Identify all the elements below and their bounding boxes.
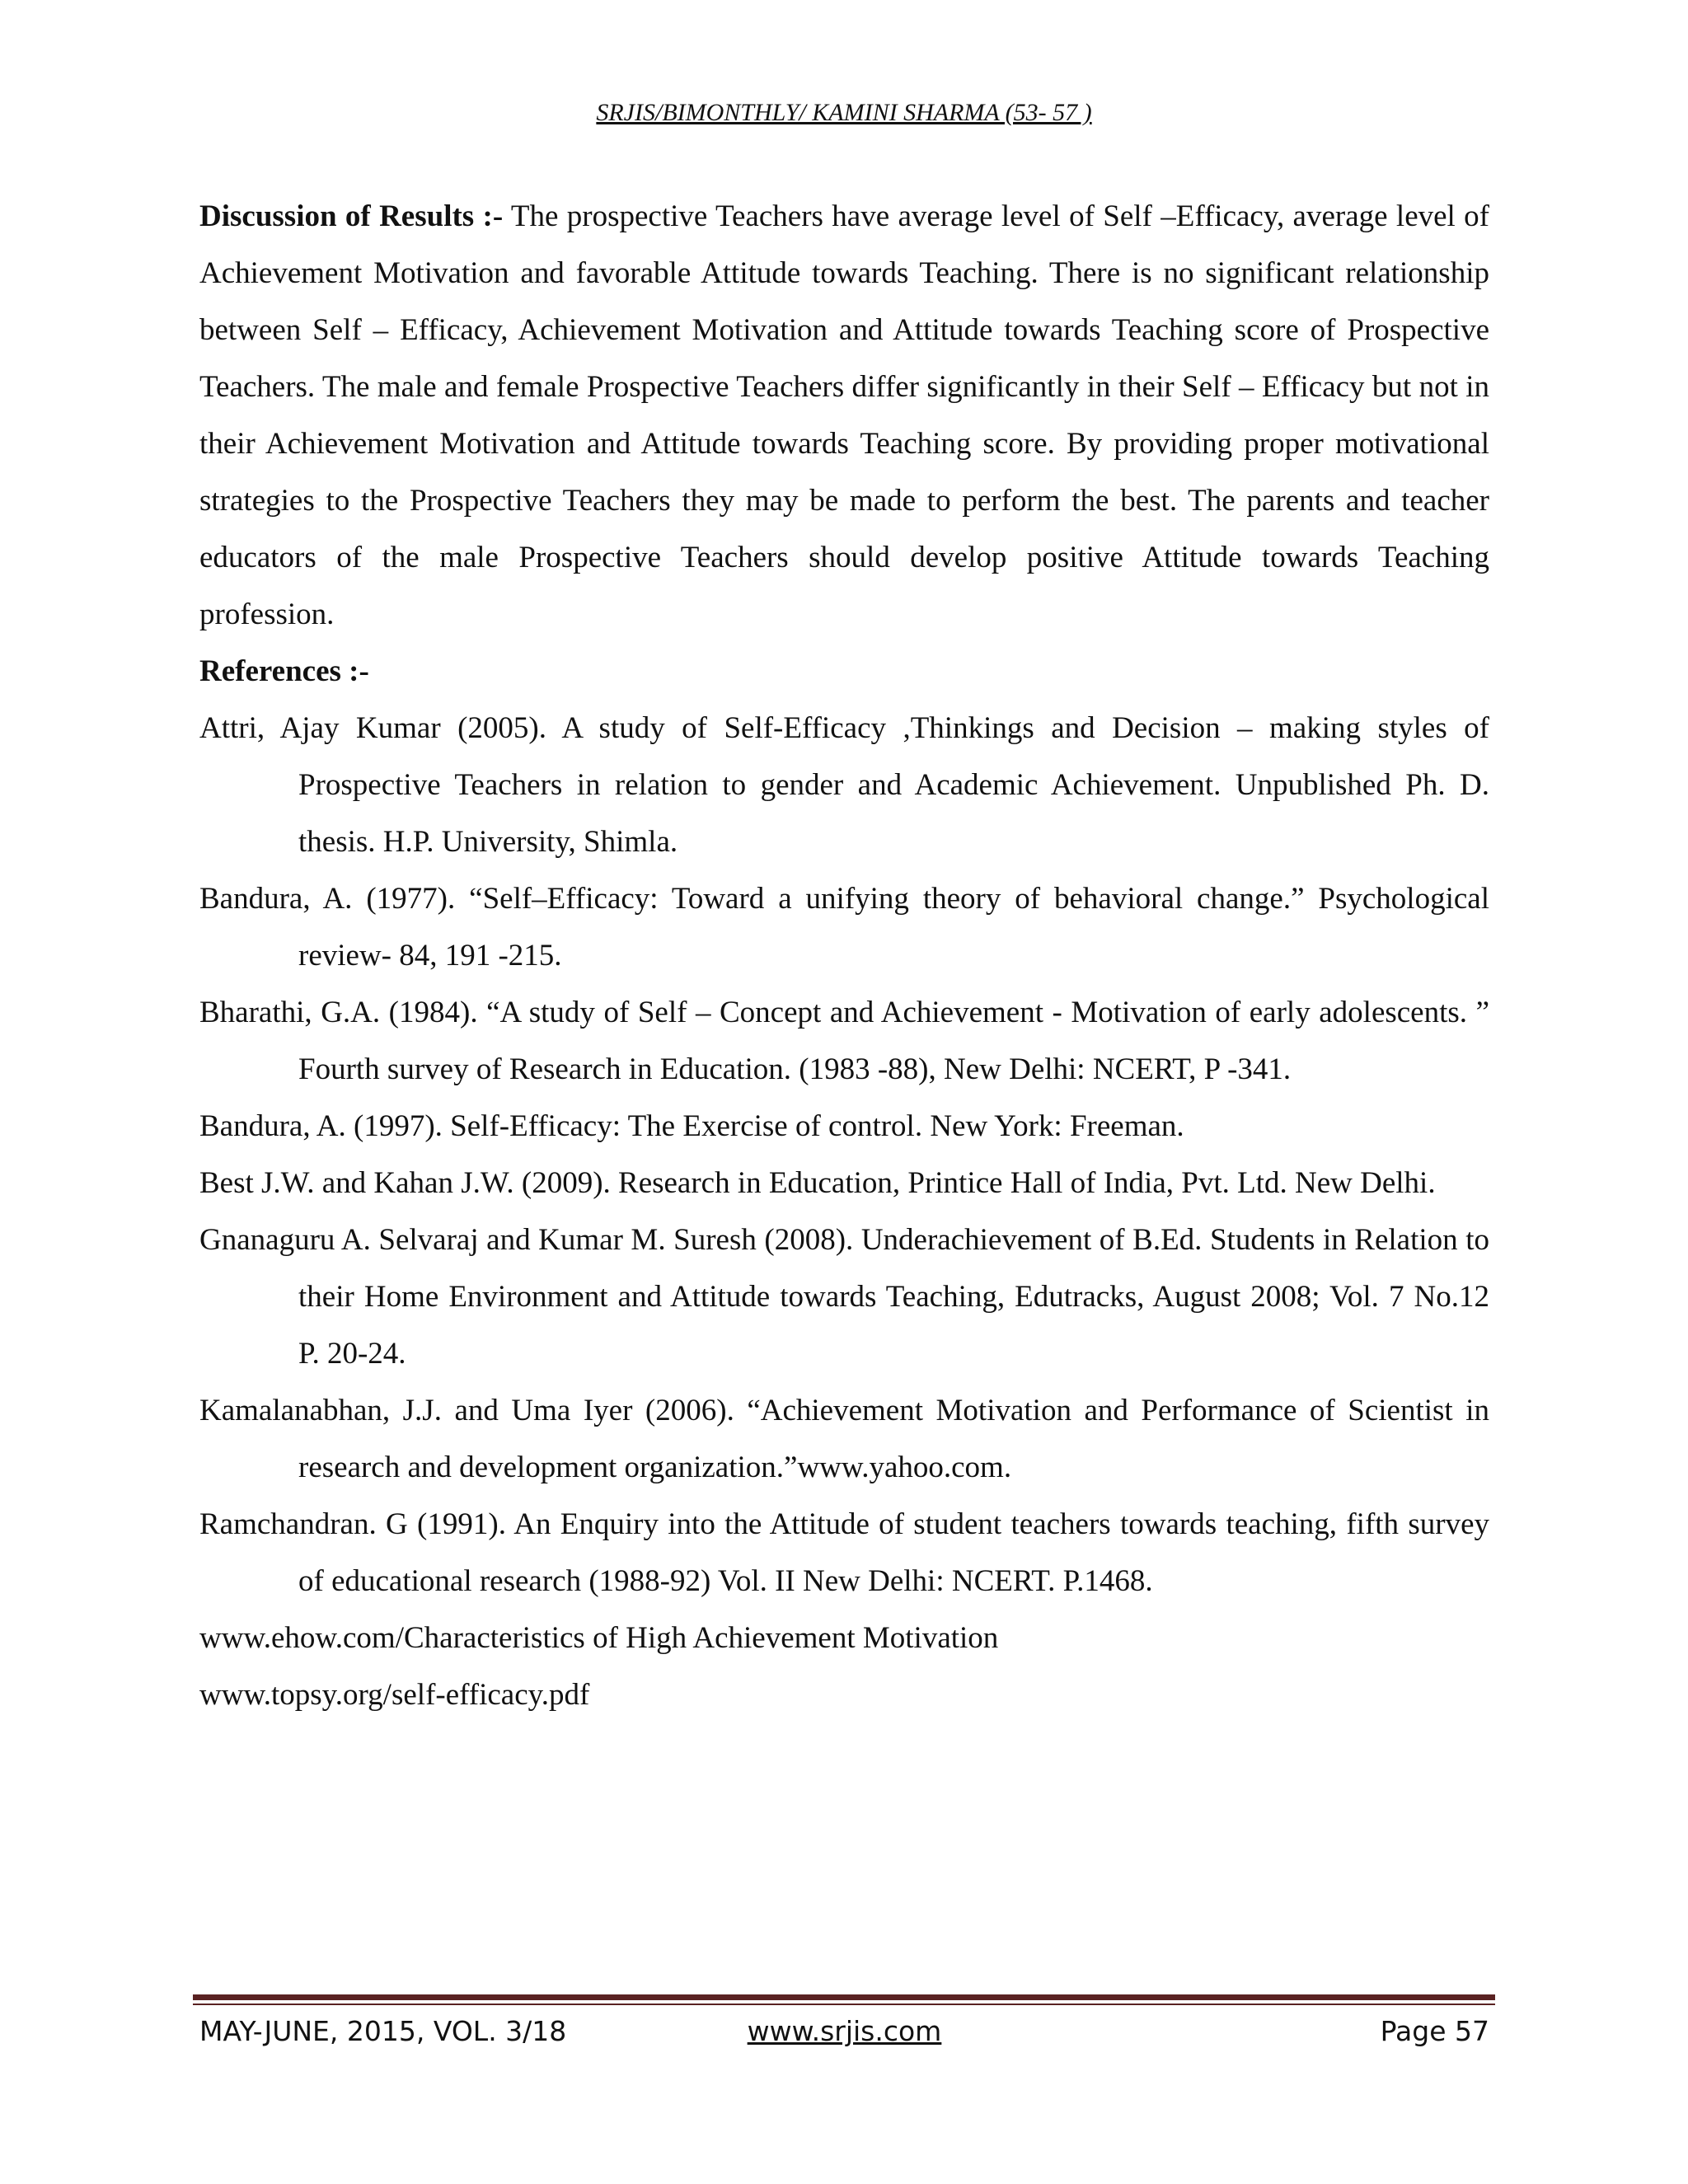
footer-page-number: Page 57 — [1380, 2015, 1489, 2047]
reference-item: Bharathi, G.A. (1984). “A study of Self – Concept and Achievement - Motivation of early adolescents. ” Fourth survey of Research in Education. (1983 -88), New Delhi: NCERT, P -341. — [199, 996, 1489, 1086]
references-heading: References :- — [199, 654, 369, 688]
reference-item: Kamalanabhan, J.J. and Uma Iyer (2006). “Achievement Motivation and Performance of Scientist in research and development organization.”www.yahoo.com. — [199, 1394, 1489, 1484]
reference-item: Best J.W. and Kahan J.W. (2009). Research in Education, Printice Hall of India, Pvt. Ltd. New Delhi. — [199, 1166, 1436, 1200]
discussion-paragraph — [199, 188, 1489, 643]
reference-url: www.ehow.com/Characteristics of High Achievement Motivation — [199, 1621, 999, 1655]
footer-website-wrap — [199, 2011, 1489, 2052]
page-body — [199, 188, 1489, 1723]
reference-url: www.topsy.org/self-efficacy.pdf — [199, 1678, 590, 1712]
footer-issue: MAY-JUNE, 2015, VOL. 3/18 — [199, 2015, 567, 2047]
footer-website-link[interactable]: www.srjis.com — [747, 2015, 942, 2047]
reference-list — [199, 700, 1489, 1723]
discussion-label: Discussion of Results :- — [199, 199, 504, 233]
reference-item: Gnanaguru A. Selvaraj and Kumar M. Suresh (2008). Underachievement of B.Ed. Students in Relation to their Home Environment and Attitude towards Teaching, Edutracks, August 2008; Vol. 7 No.12 P. 20-24. — [199, 1223, 1489, 1371]
page-footer — [199, 2011, 1489, 2052]
reference-item: Bandura, A. (1997). Self-Efficacy: The Exercise of control. New York: Freeman. — [199, 1109, 1184, 1143]
reference-item: Attri, Ajay Kumar (2005). A study of Self-Efficacy ,Thinkings and Decision – making styles of Prospective Teachers in relation to gender and Academic Achievement. Unpublished Ph. D. thesis. H.P. University, Shimla. — [199, 711, 1489, 859]
running-header: SRJIS/BIMONTHLY/ KAMINI SHARMA (53- 57 ) — [596, 99, 1092, 126]
reference-item: Ramchandran. G (1991). An Enquiry into the Attitude of student teachers towards teaching, fifth survey of educational research (1988-92) Vol. II New Delhi: NCERT. P.1468. — [199, 1507, 1489, 1598]
footer-divider-thin — [193, 2004, 1495, 2005]
discussion-text: The prospective Teachers have average level of Self –Efficacy, average level of Achievement Motivation and favorable Attitude towards Teaching. There is no significant relationship between Self – Efficacy, Achievement Motivation and Attitude towards Teaching score of Prospective Teachers. The male and female Prospective Teachers differ significantly in their Self – Efficacy but not in their Achievement Motivation and Attitude towards Teaching score. By providing proper motivational strategies to the Prospective Teachers they may be made to perform the best. The parents and teacher educators of the male Prospective Teachers should develop positive Attitude towards Teaching profession. — [199, 199, 1489, 631]
reference-item: Bandura, A. (1977). “Self–Efficacy: Toward a unifying theory of behavioral change.” Psychological review- 84, 191 -215. — [199, 882, 1489, 972]
footer-divider-thick — [193, 1994, 1495, 2000]
